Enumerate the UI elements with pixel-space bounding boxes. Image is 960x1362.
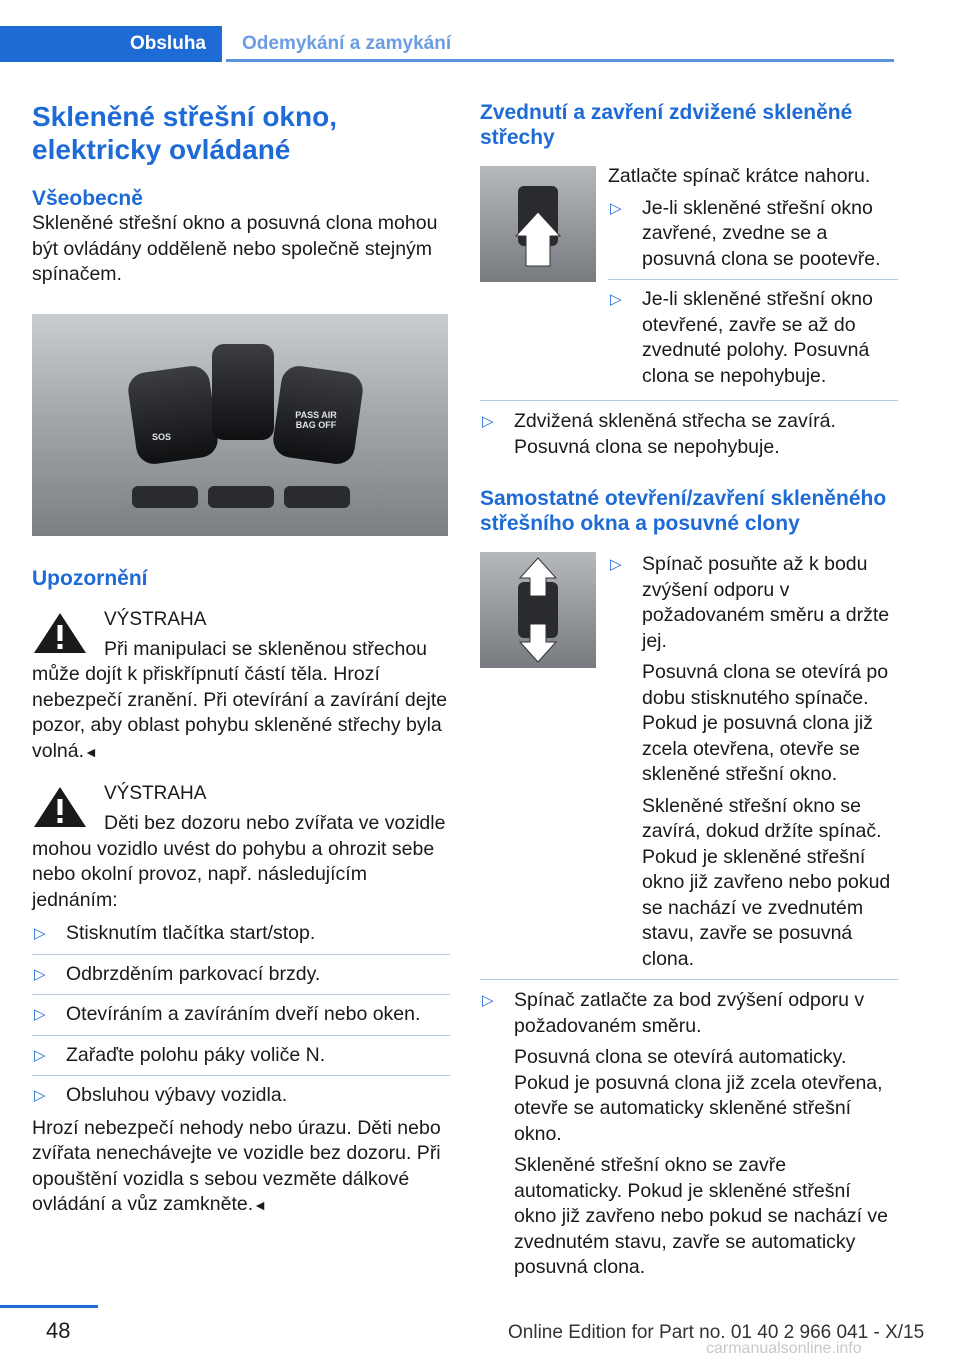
footer-line [0,1305,98,1308]
right-column [480,100,898,1288]
triangle-bullet-icon: ▷ [34,1006,46,1023]
section2-body [480,552,898,979]
triangle-bullet-icon: ▷ [610,199,622,217]
list-item [32,1083,450,1109]
triangle-bullet-icon: ▷ [482,992,494,1009]
list-item [32,1002,450,1036]
arrow-up-icon [480,166,596,282]
section1-heading: Zvednutí a zavření zdvižené skleněné střechy [480,101,853,149]
watermark-text: carmanualsonline.info [706,1340,862,1357]
triangle-bullet-icon: ▷ [34,925,46,942]
list-item-text: Spínač zatlačte za bod zvýšení odporu v požadovaném směru. [514,989,865,1037]
triangle-bullet-icon: ▷ [610,291,622,308]
switch-updown-photo [480,552,596,668]
list-item-text: Je-li skleněné střešní okno otevřené, zavře se až do zvednuté polohy. Posuvná clona se nepohybuje. [642,288,873,387]
general-heading: Všeobecně [32,187,143,210]
triangle-bullet-icon: ▷ [34,1046,46,1064]
warning-footer-body: Hrozí nebezpečí nehody nebo úrazu. Děti nebo zvířata nenechávejte ve vozidle bez dozoru. Při opouštění vozidla s sebou vezměte dálkové ovládání a vůz zamkněte. [32,1116,441,1215]
sos-label: SOS [152,431,172,442]
triangle-bullet-icon: ▷ [482,413,494,430]
airbag-label: PASS AIR BAG OFF [295,409,337,430]
section1-intro: Zatlačte spínač krátce nahoru. [608,165,871,187]
tab-underline [226,59,894,62]
list-item-text: Zdvižená skleněná střecha se zavírá. Posuvná clona se nepohybuje. [514,410,836,458]
end-mark-icon: ◄ [253,1197,267,1213]
list-item [608,196,898,281]
list-item-text: Skleněné střešní okno se zavře automaticky. Pokud je skleněné střešní okno již zavřeno nebo pokud se nachází ve zvednutém stavu, zavře se automaticky posuvná clona. [514,1154,888,1278]
list-item [32,1043,450,1077]
section1-list-2 [480,400,898,460]
warning-footer-text [32,1116,450,1219]
notice-heading: Upozornění [32,566,148,590]
end-mark-icon: ◄ [84,743,98,760]
roof-switch-image [212,344,274,440]
list-item [32,921,450,955]
list-item-text: Odbrzděním parkovací brzdy. [66,962,321,985]
list-item [608,552,898,972]
page-number: 48 [46,1318,71,1343]
list-item-text: Posuvná clona se otevírá automaticky. Pokud je posuvná clona již zcela otevřena, otevře se automaticky skleněné střešní okno. [514,1046,883,1145]
warning-triangle-icon [32,611,88,655]
sos-button-image [126,363,220,466]
list-item-text: Otevíráním a zavíráním dveří nebo oken. [66,1003,421,1025]
left-column [32,100,450,1219]
arrow-updown-icon [480,552,596,668]
triangle-bullet-icon: ▷ [34,965,46,983]
warning-list [32,921,450,1109]
warning-label: VÝSTRAHA [104,608,207,630]
tab-odemykani[interactable]: Odemykání a zamykání [242,33,452,54]
triangle-bullet-icon: ▷ [610,556,622,573]
list-item [32,962,450,996]
list-item-text: Stisknutím tlačítka start/stop. [66,922,316,944]
section2-heading: Samostatné otevření/zavření skleněného střešního okna a posuvné clony [480,487,887,535]
online-edition-text: Online Edition for Part no. 01 40 2 966 041 - X/15 [508,1322,925,1343]
tab-obsluha[interactable]: Obsluha [0,26,222,62]
list-item-text: Zařaďte polohu páky voliče N. [66,1043,326,1066]
warning-label: VÝSTRAHA [104,783,207,804]
warning-text [32,637,450,766]
section1-list [608,196,898,390]
section1-body [480,164,898,396]
light-slot [208,486,274,508]
list-item-text: Posuvná clona se otevírá po dobu stisknutého spínače. Pokud je posuvná clona již zcela otevřena, otevře se skleněné střešní okno. [642,661,889,785]
light-slot [132,486,198,508]
page-title: Skleněné střešní okno, elektricky ovládané [32,101,337,165]
list-item-text: Obsluhou výbavy vozidla. [66,1084,288,1106]
list-item-text: Spínač posuňte až k bodu zvýšení odporu v požadovaném směru a držte jej. [642,553,890,652]
list-item [608,287,898,389]
header-bar [0,0,960,62]
roof-control-photo [32,314,448,536]
section2-list [608,552,898,972]
light-slot [284,486,350,508]
warning-text-body: Při manipulaci se skleněnou střechou může dojít k přiskřípnutí částí těla. Hrozí nebezpečí zranění. Při otevírání a zavírání dejte pozor, aby oblast pohybu skleněné střechy byla volná. [32,637,448,762]
list-item [480,988,898,1281]
list-item-text: Skleněné střešní okno se zavírá, dokud držíte spínač. Pokud je skleněné střešní okno již zavřeno nebo pokud se nachází ve zvednutém stavu, zavře se posuvná clona. [642,794,891,970]
warning-text: Děti bez dozoru nebo zvířata ve vozidle mohou vozidlo uvést do pohybu a ohrozit sebe nebo okolní provoz, např. následujícím jednáním: [32,812,446,911]
general-text: Skleněné střešní okno a posuvná clona mohou být ovládány odděleně nebo společně stejným spínačem. [32,212,438,285]
section2-list-2 [480,979,898,1281]
list-item [480,409,898,460]
switch-up-photo [480,166,596,282]
list-item-text: Je-li skleněné střešní okno zavřené, zvedne se a posuvná clona se pootevře. [642,196,881,270]
triangle-bullet-icon: ▷ [34,1087,46,1104]
warning-triangle-icon [32,785,88,829]
